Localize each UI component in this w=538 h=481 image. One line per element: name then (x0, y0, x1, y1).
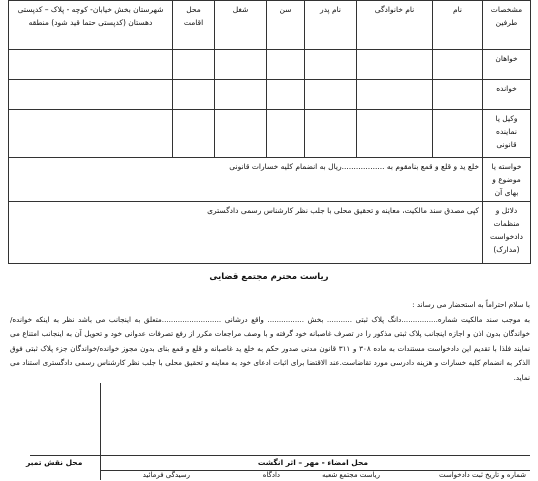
table-row (9, 158, 531, 202)
parties-table (8, 0, 531, 264)
col-header-address: شهرستان بخش خیابان- کوچه - پلاک – کدپستی دهستان (کدپستی حتما قید شود) منطقه (9, 1, 173, 50)
petition-body (10, 298, 530, 385)
col-header-name: نام (433, 1, 483, 50)
signature-divider (30, 455, 530, 456)
row-label-subject: خواسته یا موضوع و بهای آن (483, 158, 531, 202)
footer-proceed: رسیدگی فرمائید (142, 471, 190, 479)
col-header-surname: نام خانوادگی (357, 1, 433, 50)
table-row (9, 80, 531, 110)
row-label-defendant: خوانده (483, 80, 531, 110)
row-label-plaintiff: خواهان (483, 50, 531, 80)
evidence-text: کپی مصدق سند مالکیت، معاینه و تحقیق محلی با جلب نظر کارشناس رسمی دادگستری (9, 202, 483, 264)
row-label-evidence: دلائل و منظمات دادخواست (مدارک) (483, 202, 531, 264)
greeting-text: با سلام احتراماً به استحضار می رساند : (412, 300, 530, 309)
signature-label: محل امضاء - مهر – اثر انگشت (257, 458, 368, 467)
row-label-attorney: وکیل یا نماینده قانونی (483, 110, 531, 158)
table-row (9, 50, 531, 80)
footer-registration: شماره و تاریخ ثبت دادخواست (438, 471, 526, 479)
col-header-job: شغل (215, 1, 267, 50)
table-header-row (9, 1, 531, 50)
subject-text: خلع ید و قلع و قمع بنامقوم به ..................ریال به انضمام کلیه خسارات قانونی (9, 158, 483, 202)
footer-court: دادگاه (262, 471, 280, 479)
petition-paragraph: به موجب سند مالکیت شماره................دانگ پلاک ثبتی ........... بخش ................ واقع درشانی ..........................متعلق به اینجانب می باشد نظر به اینکه خوانده/خواندگان بدون اذن و اجازه اینجانب پلاک ثبتی مذکور را در تصرف غاصبانه خود گرفته و با وصف مراجعات مکرر از رفع تصرفات عدوانی خود و تحویل آن به اینجانب امتناع می نمایند فلذا با تقدیم این دادخواست مستندات به ماده ۳۰۸ و ۳۱۱ قانون مدنی صدور حکم به خلع ید غاصبانه و قلع و قمع بنای بدون مجوز خوانده/خواندگان جزء پلاک ثبتی فوق الذکر به انضمام کلیه خسارات و هزینه دادرسی مورد تقاضاست.عند الاقتضا برای اثبات ادعای خود به معاینه و تحقیق محلی با جلب نظر کارشناس رسمی دادگستری استناد می نماید. (10, 314, 530, 382)
footer-row (100, 470, 530, 481)
col-header-parties: مشخصات طرفین (483, 1, 531, 50)
col-header-residence: محل اقامت (173, 1, 215, 50)
stamp-label: محل نقش تمبر (26, 458, 83, 467)
col-header-father: نام پدر (305, 1, 357, 50)
table-row (9, 110, 531, 158)
stamp-divider (100, 383, 101, 480)
table-row (9, 202, 531, 264)
col-header-age: سن (267, 1, 305, 50)
footer-complex: ریاست مجتمع شعبه (322, 471, 380, 479)
addressee-heading: ریاست محترم مجتمع قضایی (209, 272, 329, 282)
